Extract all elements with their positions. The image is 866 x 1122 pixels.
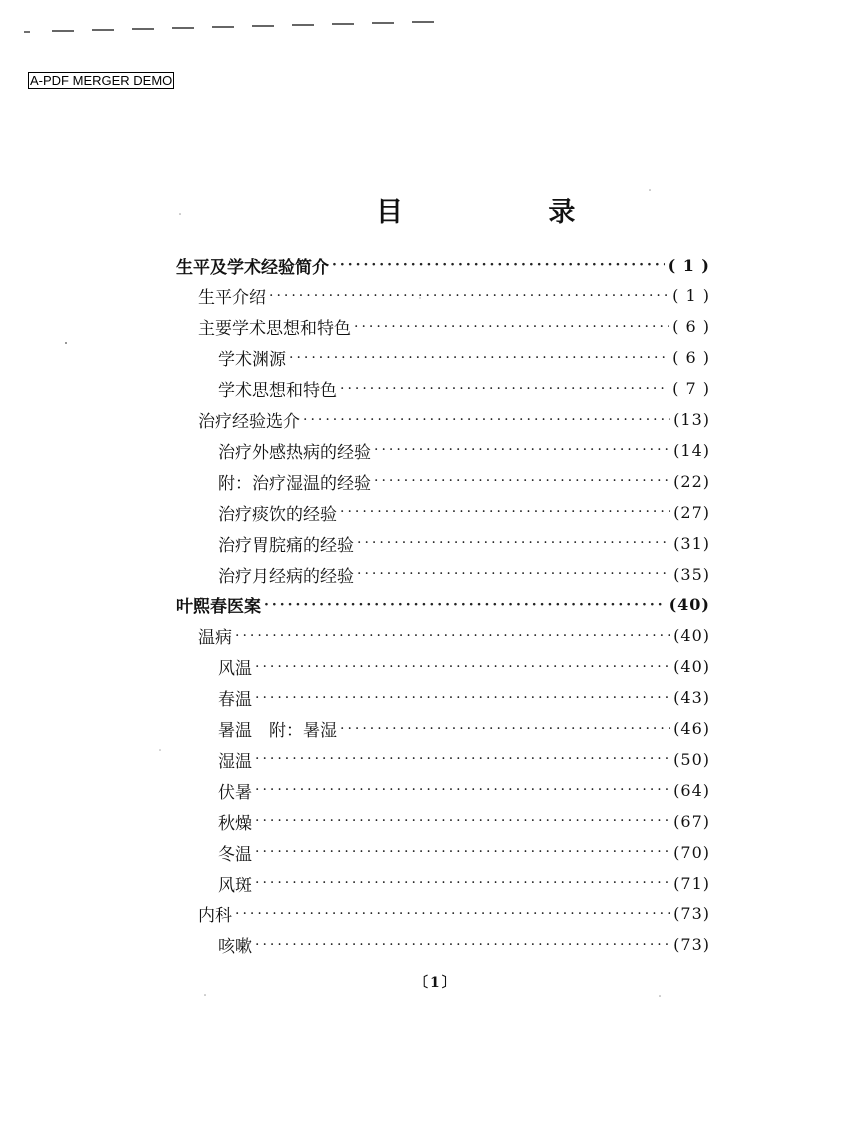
toc-entry — [198, 312, 710, 342]
toc-leader-dots — [255, 868, 670, 898]
toc-leader-dots — [374, 466, 670, 496]
toc-entry — [218, 837, 710, 867]
toc-entry — [176, 250, 710, 280]
toc-entry-page: ( 7 ) — [672, 379, 710, 399]
toc-entry-label: 附：治疗湿温的经验 — [218, 473, 371, 494]
toc-leader-dots — [340, 714, 670, 744]
toc-leader-dots — [255, 652, 670, 682]
toc-entry-page: (40) — [668, 595, 710, 615]
toc-entry-page: (13) — [673, 410, 710, 429]
toc-leader-dots — [340, 374, 669, 404]
toc-entry-page: (40) — [673, 626, 710, 646]
toc-entry-label: 暑温 附：暑湿 — [218, 721, 337, 741]
toc-entry-page: (22) — [673, 471, 710, 491]
toc-entry — [218, 868, 710, 898]
toc-leader-dots — [255, 806, 670, 836]
toc-entry-page: (67) — [673, 811, 710, 831]
toc-leader-dots — [255, 775, 670, 805]
toc-leader-dots — [303, 405, 670, 435]
watermark-label: A-PDF MERGER DEMO — [30, 73, 173, 88]
toc-entry — [198, 405, 710, 435]
toc-entry — [218, 806, 710, 836]
toc-entry-label: 秋燥 — [218, 813, 252, 834]
toc-entry-label: 风斑 — [218, 875, 252, 896]
toc-entry — [218, 683, 710, 713]
toc-leader-dots — [255, 744, 670, 774]
toc-entry — [218, 775, 710, 805]
toc-entry-label: 湿温 — [218, 751, 252, 772]
page-title: 目 录 — [376, 197, 644, 228]
toc-entry-page: ( 6 ) — [672, 348, 710, 368]
toc-entry-page: (40) — [673, 657, 710, 677]
toc-entry — [198, 281, 710, 311]
toc-entry-page: (31) — [673, 533, 710, 553]
toc-leader-dots — [255, 930, 670, 960]
toc-entry — [218, 497, 710, 527]
toc-leader-dots — [357, 528, 670, 558]
toc-entry — [198, 899, 710, 929]
toc-leader-dots — [269, 281, 669, 311]
toc-entry — [218, 714, 710, 744]
toc-entry — [218, 374, 710, 404]
toc-entry-label: 治疗外感热病的经验 — [218, 442, 371, 463]
toc-entry-page: (70) — [673, 842, 710, 862]
toc-entry-page: (46) — [673, 719, 710, 738]
toc-entry-page: (27) — [673, 502, 710, 522]
toc-entry — [218, 744, 710, 774]
toc-entry-label: 主要学术思想和特色 — [198, 319, 351, 340]
toc-leader-dots — [235, 899, 670, 929]
toc-entry-page: (64) — [673, 780, 710, 800]
toc-entry-page: (50) — [673, 749, 710, 769]
toc-leader-dots — [289, 343, 669, 373]
toc-leader-dots — [340, 497, 670, 527]
toc-entry — [218, 435, 710, 465]
toc-entry — [176, 590, 710, 620]
toc-entry-page: (14) — [673, 440, 710, 460]
toc-entry — [218, 930, 710, 960]
toc-entry — [218, 528, 710, 558]
toc-entry-label: 温病 — [198, 628, 232, 649]
toc-entry-label: 治疗痰饮的经验 — [218, 504, 337, 525]
toc-entry-label: 叶熙春医案 — [176, 597, 261, 618]
toc-entry — [218, 559, 710, 589]
toc-entry-label: 生平介绍 — [198, 288, 266, 309]
toc-entry — [198, 621, 710, 651]
toc-leader-dots — [354, 312, 669, 342]
toc-leader-dots — [357, 559, 670, 589]
toc-entry-label: 内科 — [198, 906, 232, 927]
toc-entry-page: (43) — [673, 688, 710, 708]
toc-entry-page: ( 1 ) — [672, 286, 710, 306]
toc-entry-page: ( 6 ) — [672, 317, 710, 337]
toc-leader-dots — [264, 590, 666, 620]
toc-entry-label: 学术思想和特色 — [218, 381, 337, 402]
page-number: 〔1〕 — [414, 975, 458, 991]
toc-entry-label: 风温 — [218, 659, 252, 680]
toc-entry-page: (35) — [673, 564, 710, 584]
toc-entry — [218, 466, 710, 496]
toc-entry-label: 治疗经验选介 — [198, 412, 300, 432]
toc-entry — [218, 343, 710, 373]
toc-entry-label: 伏暑 — [218, 782, 252, 803]
toc-leader-dots — [255, 683, 670, 713]
toc-entry-label: 生平及学术经验简介 — [176, 257, 329, 278]
toc-entry — [218, 652, 710, 682]
toc-entry-page: (73) — [673, 935, 710, 955]
toc-entry-label: 学术渊源 — [218, 350, 286, 371]
toc-entry-label: 治疗胃脘痛的经验 — [218, 535, 354, 556]
toc-entry-label: 治疗月经病的经验 — [218, 566, 354, 587]
toc-entry-page: (73) — [673, 904, 710, 924]
toc-leader-dots — [235, 621, 670, 651]
toc-entry-label: 春温 — [218, 690, 252, 711]
toc-entry-page: (71) — [673, 873, 710, 893]
toc-leader-dots — [374, 435, 670, 465]
toc-leader-dots — [255, 837, 670, 867]
toc-entry-page: ( 1 ) — [667, 255, 710, 275]
toc-entry-label: 冬温 — [218, 844, 252, 865]
toc-leader-dots — [332, 250, 665, 280]
dashed-rule — [24, 14, 444, 38]
toc-entry-label: 咳嗽 — [218, 937, 252, 958]
